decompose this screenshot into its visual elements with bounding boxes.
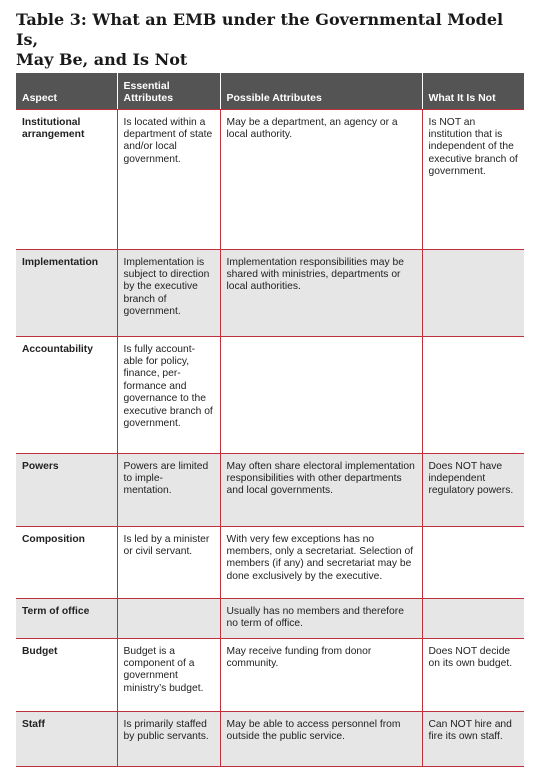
cell-possible: May be a department, an agency or a local authority. [220,109,422,249]
table-row [16,249,524,336]
table-row [16,638,524,711]
cell-aspect: Composition [16,526,117,598]
cell-possible: Implementation responsibilities may be shared with ministries, departments or local authorities. [220,249,422,336]
cell-not: Does NOT have independent regulatory powers. [422,453,524,526]
cell-aspect: Institutional arrangement [16,109,117,249]
header-what-it-is-not: What It Is Not [422,73,524,109]
header-essential-attributes: Essential Attributes [117,73,220,109]
cell-aspect: Term of office [16,598,117,638]
cell-not [422,526,524,598]
cell-possible: With very few exceptions has no members, only a secretariat. Selection of members (if any) and secretariat may be done exclusively by the executive. [220,526,422,598]
cell-not: Is NOT an institution that is independent of the executive branch of government. [422,109,524,249]
cell-possible: May be able to access personnel from outside the public service. [220,711,422,766]
header-possible-attributes: Possible Attributes [220,73,422,109]
cell-possible: May often share electoral implementation responsibilities with other departments and local governments. [220,453,422,526]
cell-essential: Implementation is subject to direction by the executive branch of government. [117,249,220,336]
cell-possible: Usually has no members and therefore no term of office. [220,598,422,638]
cell-not: Can NOT hire and fire its own staff. [422,711,524,766]
cell-essential: Is fully account- able for policy, finance, per- formance and governance to the executive branch of government. [117,336,220,453]
table-title [16,10,516,70]
cell-not [422,249,524,336]
cell-aspect: Staff [16,711,117,766]
header-aspect: Aspect [16,73,117,109]
cell-essential: Is located within a department of state and/or local government. [117,109,220,249]
cell-essential: Is led by a minister or civil servant. [117,526,220,598]
table-title-line-1: Table 3: What an EMB under the Governmental Model Is, [16,10,504,49]
table-row [16,109,524,249]
cell-not [422,598,524,638]
cell-essential: Is primarily staffed by public servants. [117,711,220,766]
table-title-line-2: May Be, and Is Not [16,50,188,69]
cell-essential: Powers are limited to imple- mentation. [117,453,220,526]
cell-not [422,336,524,453]
cell-aspect: Accountability [16,336,117,453]
table-row [16,526,524,598]
cell-aspect: Powers [16,453,117,526]
cell-essential: Budget is a component of a government ministry’s budget. [117,638,220,711]
table-header-row [16,73,524,109]
attributes-table [16,73,524,767]
cell-not: Does NOT decide on its own budget. [422,638,524,711]
table-row [16,598,524,638]
cell-aspect: Budget [16,638,117,711]
table-row [16,711,524,766]
cell-aspect: Implementation [16,249,117,336]
cell-possible: May receive funding from donor community. [220,638,422,711]
table-row [16,336,524,453]
cell-essential [117,598,220,638]
table-row [16,453,524,526]
cell-possible [220,336,422,453]
